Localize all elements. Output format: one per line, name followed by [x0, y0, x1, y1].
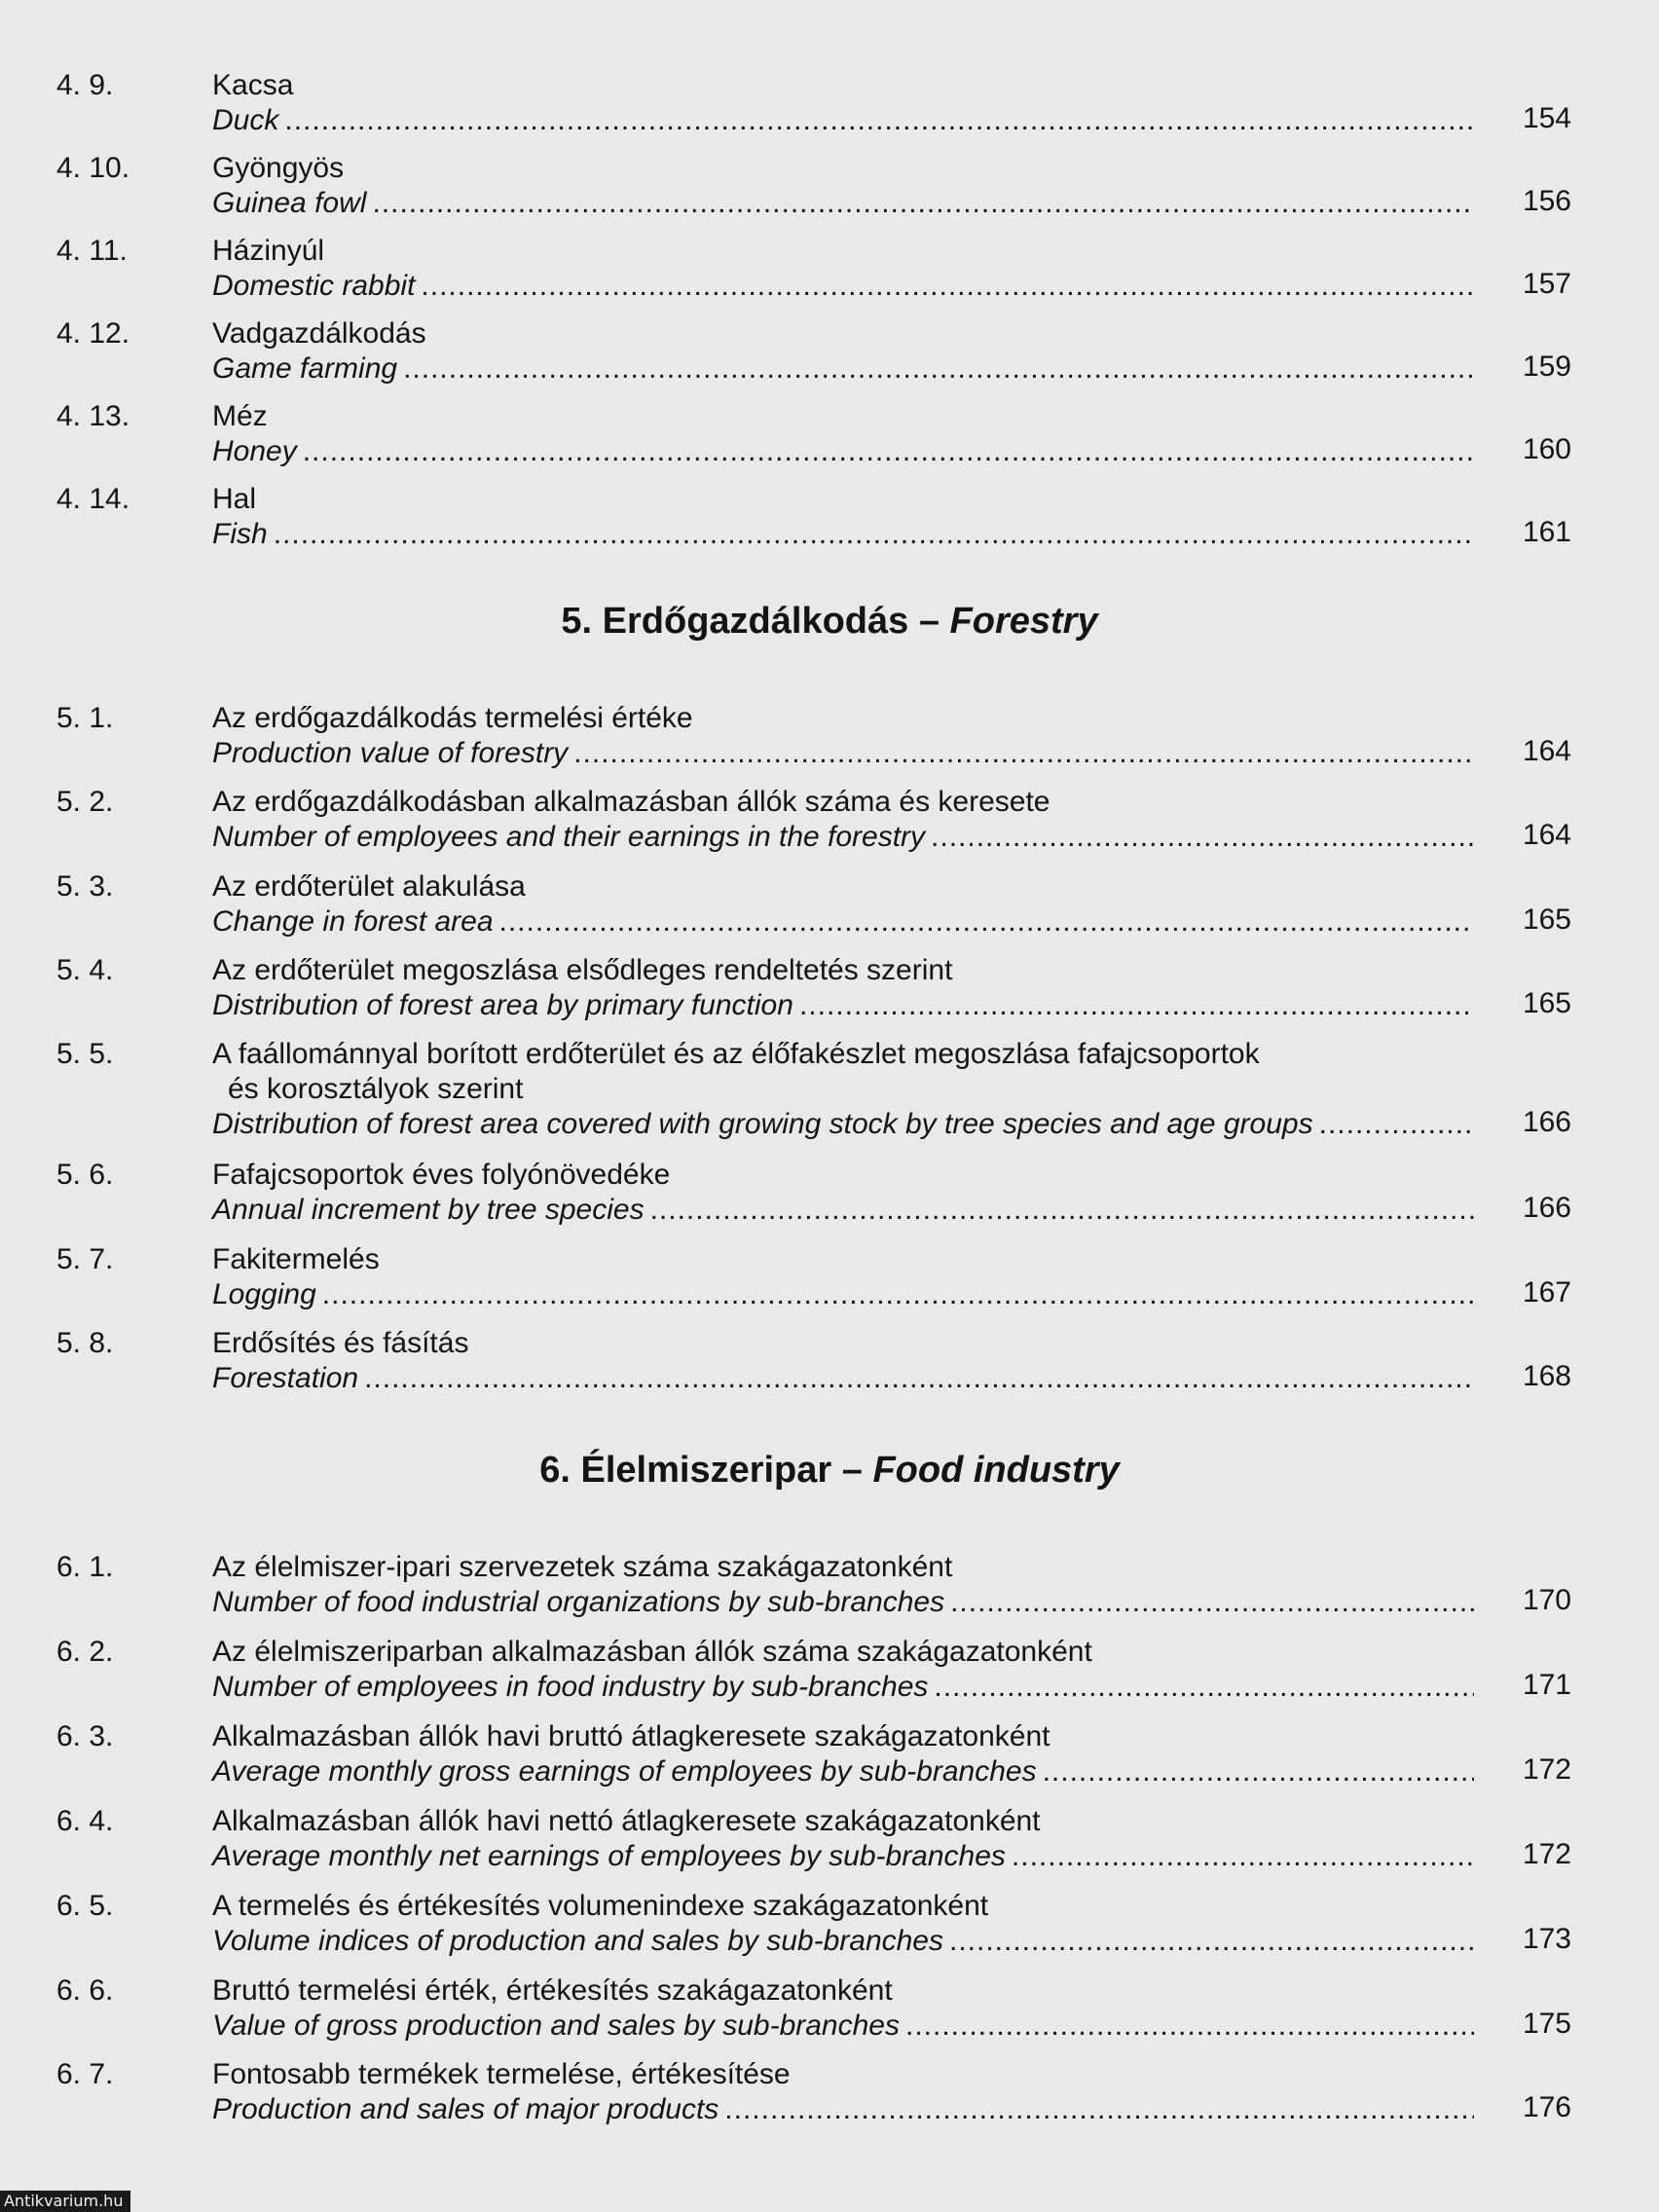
entry-title-hu: Az élelmiszeriparban alkalmazásban állók száma szakágazatonként — [212, 1636, 1092, 1668]
entry-number: 5. 5. — [56, 1038, 114, 1070]
entry-title-en-row — [212, 1361, 1474, 1396]
leader-dots — [403, 351, 1474, 387]
entry-title-en: Honey — [212, 435, 297, 467]
entry-number: 4. 14. — [56, 483, 130, 515]
entry-title-hu: Az erdőterület alakulása — [212, 870, 526, 903]
entry-number: 4. 12. — [56, 317, 130, 350]
entry-number: 6. 3. — [56, 1720, 114, 1752]
entry-title-en-row — [212, 1277, 1474, 1312]
entry-title-en-row — [212, 2092, 1474, 2127]
entry-title-hu: Bruttó termelési érték, értékesítés szakágazatonként — [212, 1974, 893, 2007]
entry-title-hu: Az erdőterület megoszlása elsődleges rendeltetés szerint — [212, 954, 953, 986]
entry-title-en: Distribution of forest area by primary function — [212, 989, 793, 1021]
entry-title-hu: A faállománnyal borított erdőterület és az élőfakészlet megoszlása fafajcsoportok — [212, 1038, 1260, 1070]
entry-number: 6. 7. — [56, 2058, 114, 2090]
watermark: Antikvarium.hu — [0, 2191, 130, 2212]
leader-dots — [650, 1193, 1474, 1228]
entry-title-hu: Fontosabb termékek termelése, értékesítése — [212, 2058, 791, 2090]
leader-dots — [274, 517, 1474, 552]
entry-number: 5. 7. — [56, 1243, 114, 1275]
entry-number: 6. 4. — [56, 1805, 114, 1837]
leader-dots — [303, 434, 1474, 469]
entry-number: 4. 13. — [56, 400, 130, 432]
page-number: 164 — [1522, 735, 1571, 767]
entry-number: 6. 1. — [56, 1551, 114, 1583]
entry-title-en: Forestation — [212, 1362, 359, 1394]
entry-title-hu: Fafajcsoportok éves folyónövedéke — [212, 1159, 671, 1191]
entry-title-hu: Alkalmazásban állók havi bruttó átlagkeresete szakágazatonként — [212, 1720, 1051, 1752]
entry-title-hu: Házinyúl — [212, 235, 325, 267]
entry-number: 6. 6. — [56, 1974, 114, 2007]
page-number: 154 — [1522, 102, 1571, 134]
page-number: 172 — [1522, 1838, 1571, 1870]
page-number: 160 — [1522, 433, 1571, 465]
entry-number: 5. 8. — [56, 1327, 114, 1359]
leader-dots — [949, 1924, 1474, 1959]
page-number: 173 — [1522, 1923, 1571, 1955]
entry-title-en: Number of employees and their earnings in the forestry — [212, 821, 926, 853]
entry-title-en: Production and sales of major products — [212, 2093, 719, 2125]
entry-title-en-row — [212, 1754, 1474, 1789]
entry-title-en: Duck — [212, 104, 279, 136]
leader-dots — [1012, 1839, 1474, 1874]
entry-title-en-row — [212, 269, 1474, 304]
entry-title-en: Fish — [212, 518, 268, 550]
entry-number: 4. 9. — [56, 69, 114, 101]
entry-number: 5. 1. — [56, 702, 114, 734]
entry-number: 5. 6. — [56, 1159, 114, 1191]
entry-title-en-row — [212, 517, 1474, 552]
entry-title-en-row — [212, 1107, 1474, 1142]
entry-title-en-row — [212, 1193, 1474, 1228]
entry-title-en-row — [212, 1839, 1474, 1874]
entry-title-en-row — [212, 351, 1474, 387]
page-number: 166 — [1522, 1192, 1571, 1224]
entry-number: 6. 2. — [56, 1636, 114, 1668]
entry-title-en: Annual increment by tree species — [212, 1194, 645, 1226]
section-heading-forestry — [0, 599, 1659, 644]
page-number: 161 — [1522, 516, 1571, 548]
entry-title-en: Change in forest area — [212, 905, 494, 938]
leader-dots — [364, 1361, 1474, 1396]
entry-title-en: Logging — [212, 1278, 316, 1310]
entry-title-en: Guinea fowl — [212, 187, 367, 219]
entry-number: 5. 3. — [56, 870, 114, 903]
section-title-en: Food industry — [872, 1450, 1120, 1491]
entry-title-hu: Gyöngyös — [212, 152, 345, 184]
entry-title-en: Production value of forestry — [212, 737, 569, 769]
leader-dots — [950, 1585, 1474, 1620]
entry-title-hu: Az erdőgazdálkodásban alkalmazásban állók száma és keresete — [212, 786, 1051, 818]
entry-title-en: Volume indices of production and sales by sub-branches — [212, 1925, 943, 1957]
entry-number: 4. 11. — [56, 235, 128, 267]
entry-title-en-row — [212, 186, 1474, 221]
page-number: 176 — [1522, 2091, 1571, 2123]
leader-dots — [799, 988, 1474, 1023]
entry-title-en-row — [212, 820, 1474, 855]
entry-title-hu: Kacsa — [212, 69, 294, 101]
page-number: 159 — [1522, 350, 1571, 383]
section-heading-food-industry — [0, 1448, 1659, 1493]
entry-title-en: Average monthly net earnings of employees by sub-branches — [212, 1840, 1006, 1872]
entry-title-en: Number of food industrial organizations by sub-branches — [212, 1586, 945, 1618]
entry-title-hu: Erdősítés és fásítás — [212, 1327, 469, 1359]
entry-number: 4. 10. — [56, 152, 130, 184]
entry-title-en: Domestic rabbit — [212, 270, 416, 302]
leader-dots — [421, 269, 1474, 304]
entry-title-hu: Az erdőgazdálkodás termelési értéke — [212, 702, 693, 734]
entry-title-en-row — [212, 1670, 1474, 1705]
leader-dots — [724, 2092, 1474, 2127]
page-number: 164 — [1522, 819, 1571, 851]
entry-title-en-row — [212, 736, 1474, 771]
section-title-hu: 5. Erdőgazdálkodás – — [561, 601, 950, 642]
leader-dots — [284, 103, 1474, 138]
page-number: 165 — [1522, 987, 1571, 1019]
entry-title-hu: Méz — [212, 400, 268, 432]
entry-title-en-row — [212, 904, 1474, 940]
entry-title-en: Number of employees in food industry by sub-branches — [212, 1671, 929, 1703]
entry-title-hu: Az élelmiszer-ipari szervezetek száma szakágazatonként — [212, 1551, 953, 1583]
page-number: 167 — [1522, 1276, 1571, 1309]
entry-title-en-row — [212, 2009, 1474, 2044]
page-number: 165 — [1522, 903, 1571, 936]
entry-title-en-row — [212, 988, 1474, 1023]
leader-dots — [372, 186, 1474, 221]
page-number: 170 — [1522, 1584, 1571, 1616]
entry-number: 5. 2. — [56, 786, 114, 818]
entry-title-hu-continuation: és korosztályok szerint — [228, 1073, 524, 1105]
entry-title-hu: Vadgazdálkodás — [212, 317, 426, 350]
entry-title-en: Value of gross production and sales by sub-branches — [212, 2009, 900, 2042]
page-number: 166 — [1522, 1106, 1571, 1138]
leader-dots — [1043, 1754, 1474, 1789]
entry-title-en-row — [212, 434, 1474, 469]
entry-title-en-row — [212, 103, 1474, 138]
entry-title-hu: A termelés és értékesítés volumenindexe szakágazatonként — [212, 1890, 989, 1922]
entry-number: 5. 4. — [56, 954, 114, 986]
leader-dots — [322, 1277, 1474, 1312]
entry-title-en: Average monthly gross earnings of employees by sub-branches — [212, 1755, 1037, 1788]
entry-title-hu: Alkalmazásban állók havi nettó átlagkeresete szakágazatonként — [212, 1805, 1041, 1837]
page-number: 168 — [1522, 1360, 1571, 1392]
section-title-en: Forestry — [949, 601, 1098, 642]
entry-title-hu: Fakitermelés — [212, 1243, 380, 1275]
page-number: 157 — [1522, 268, 1571, 300]
leader-dots — [573, 736, 1474, 771]
page-number: 175 — [1522, 2008, 1571, 2040]
entry-title-en: Game farming — [212, 352, 398, 385]
section-title-hu: 6. Élelmiszeripar – — [539, 1450, 873, 1491]
entry-title-hu: Hal — [212, 483, 257, 515]
leader-dots — [499, 904, 1474, 940]
entry-number: 6. 5. — [56, 1890, 114, 1922]
leader-dots — [905, 2009, 1474, 2044]
leader-dots — [931, 820, 1474, 855]
page-number: 156 — [1522, 185, 1571, 217]
entry-title-en-row — [212, 1924, 1474, 1959]
leader-dots — [1319, 1107, 1474, 1142]
page-number: 172 — [1522, 1753, 1571, 1786]
entry-title-en: Distribution of forest area covered with growing stock by tree species and age groups — [212, 1108, 1313, 1140]
page-number: 171 — [1522, 1669, 1571, 1701]
entry-title-en-row — [212, 1585, 1474, 1620]
leader-dots — [934, 1670, 1474, 1705]
